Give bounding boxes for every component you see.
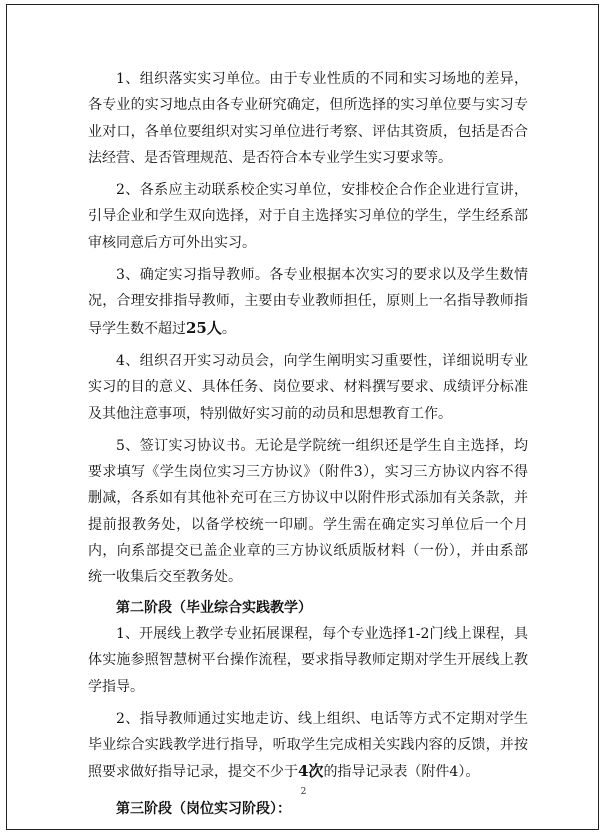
stage-2-paragraph-1: 1、开展线上教学专业拓展课程，每个专业选择1-2门线上课程，具体实施参照智慧树平台操作流程，要求指导教师定期对学生开展线上教学指导。 (88, 625, 528, 695)
paragraph-4: 4、组织召开实习动员会，向学生阐明实习重要性，详细说明专业实习的目的意义、具体任务、岗位要求、材料撰写要求、成绩评分标准及其他注意事项，特别做好实习前的动员和思想教育工作。 (88, 352, 528, 422)
paragraph-5: 5、签订实习协议书。无论是学院统一组织还是学生自主选择，均要求填写《学生岗位实习三方协议》（附件3），实习三方协议内容不得删减，各系如有其他补充可在三方协议中以附件形式添加有关条款，并提前报教务处，以备学校统一印刷。学生需在确定实习单位后一个月内，向系部提交已盖企业章的三方协议纸质版材料（一份），并由系部统一收集后交至教务处。 (88, 437, 528, 586)
stage-2-paragraph-2-text: 2、指导教师通过实地走访、线上组织、电话等方式不定期对学生毕业综合实践教学进行指导，听取学生完成相关实践内容的反馈，并按照要求做好指导记录，提交不少于 (88, 710, 528, 781)
paragraph-2: 2、各系应主动联系校企实习单位，安排校企合作企业进行宣讲，引导企业和学生双向选择，对于自主选择实习单位的学生，学生经系部审核同意后方可外出实习。 (88, 182, 528, 251)
stage-2-heading: 第二阶段（毕业综合实践教学） (116, 599, 312, 616)
paragraph-1: 1、组织落实实习单位。由于专业性质的不同和实习场地的差异，各专业的实习地点由各专业研究确定，但所选择的实习单位要与实习专业对口，各单位要组织对实习单位进行考察、评估其资质，包括是否合法经营、是否管理规范、是否符合本专业学生实习要求等。 (88, 71, 528, 166)
stage-3-heading: 第三阶段（岗位实习阶段）： (116, 800, 291, 817)
document-body (88, 66, 528, 822)
paragraph-3-end: 。 (221, 320, 236, 337)
paragraph-3-bold: 25人 (186, 318, 222, 337)
stage-2-paragraph-2-bold: 4次 (298, 762, 324, 781)
stage-2-paragraph-2 (88, 706, 528, 786)
page-number: 2 (300, 787, 307, 797)
stage-2-paragraph-2-end: 的指导记录表（附件4）。 (323, 764, 480, 781)
paragraph-3 (88, 262, 528, 342)
paragraph-3-text: 3、确定实习指导教师。各专业根据本次实习的要求以及学生数情况，合理安排指导教师，主要由专业教师担任，原则上一名指导教师指导学生数不超过 (88, 267, 528, 337)
